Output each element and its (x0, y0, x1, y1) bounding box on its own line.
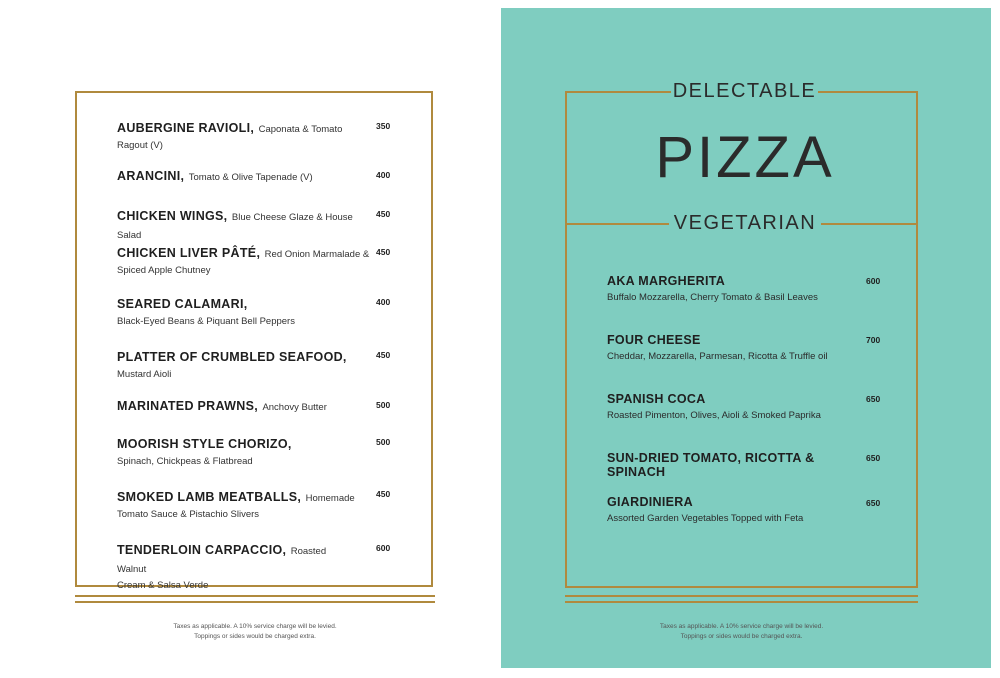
menu-item-name: MARINATED PRAWNS, (117, 399, 258, 413)
right-frame-right-side (916, 91, 918, 588)
menu-item-name: CHICKEN LIVER PÂTÉ, (117, 246, 261, 260)
footnote-line: Toppings or sides would be charged extra. (194, 633, 316, 640)
menu-item-name: CHICKEN WINGS, (117, 209, 228, 223)
pizza-item (607, 333, 887, 362)
right-subheading-left-rule (567, 223, 669, 225)
menu-item-price: 400 (376, 170, 391, 180)
menu-item-name: SMOKED LAMB MEATBALLS, (117, 490, 302, 504)
menu-item-price: 350 (376, 121, 391, 131)
menu-item-price: 400 (376, 297, 391, 307)
menu-item-desc-line2: Spiced Apple Chutney (117, 265, 211, 276)
menu-item-desc-line2: Tomato Sauce & Pistachio Slivers (117, 509, 260, 520)
pizza-item-desc: Cheddar, Mozzarella, Parmesan, Ricotta & Truffle oil (607, 351, 828, 362)
pizza-item (607, 392, 887, 421)
right-frame-top-right-segment (818, 91, 918, 93)
heading-vegetarian: VEGETARIAN (673, 212, 817, 234)
menu-item-name: PLATTER OF CRUMBLED SEAFOOD, (117, 350, 347, 364)
pizza-item-desc: Buffalo Mozzarella, Cherry Tomato & Basil Leaves (607, 292, 818, 303)
menu-item (117, 397, 407, 415)
pizza-item-price: 600 (866, 276, 881, 286)
menu-item-desc: Blue Cheese Glaze & House Salad (117, 212, 353, 241)
menu-item (117, 541, 357, 591)
menu-item (117, 435, 407, 467)
heading-pizza: PIZZA (655, 125, 835, 190)
right-footnote (565, 622, 918, 642)
menu-item-desc: Roasted Walnut (117, 546, 327, 575)
pizza-item-price: 650 (866, 453, 881, 463)
menu-item-desc: Tomato & Olive Tapenade (V) (188, 172, 313, 183)
menu-item-desc: Caponata & Tomato (258, 124, 343, 135)
left-double-rule-bottom (75, 601, 435, 603)
menu-item-desc-line2: Ragout (V) (117, 140, 163, 151)
left-footnote (75, 622, 435, 642)
pizza-item-name: SUN-DRIED TOMATO, RICOTTA & SPINACH (607, 451, 815, 479)
menu-item (117, 207, 377, 243)
menu-item-desc: Homemade (305, 493, 355, 504)
menu-item-price: 450 (376, 489, 391, 499)
menu-item-desc: Anchovy Butter (262, 402, 327, 413)
heading-delectable: DELECTABLE (672, 80, 817, 102)
pizza-item-price: 650 (866, 394, 881, 404)
menu-item (117, 167, 407, 185)
pizza-item-price: 700 (866, 335, 881, 345)
menu-item-name: SEARED CALAMARI, (117, 297, 248, 311)
menu-item-price: 600 (376, 543, 391, 553)
menu-item-desc-line2: Mustard Aioli (117, 369, 172, 380)
menu-item-price: 450 (376, 350, 391, 360)
right-frame-top-left-segment (565, 91, 671, 93)
pizza-item (607, 274, 887, 303)
menu-item (117, 119, 407, 151)
menu-item-desc-line2: Spinach, Chickpeas & Flatbread (117, 456, 253, 467)
menu-item (117, 348, 407, 380)
right-double-rule-bottom (565, 601, 918, 603)
menu-item-name: AUBERGINE RAVIOLI, (117, 121, 255, 135)
pizza-item-name: GIARDINIERA (607, 495, 693, 509)
pizza-item-name: AKA MARGHERITA (607, 274, 726, 288)
menu-item-desc-line2: Black-Eyed Beans & Piquant Bell Peppers (117, 316, 295, 327)
right-subheading-right-rule (821, 223, 916, 225)
left-double-rule-top (75, 595, 435, 597)
menu-item-price: 450 (376, 209, 391, 219)
footnote-line: Toppings or sides would be charged extra. (680, 633, 803, 640)
pizza-item (607, 495, 887, 524)
menu-item-name: ARANCINI, (117, 169, 185, 183)
menu-item-desc: Red Onion Marmalade & (264, 249, 370, 260)
menu-item (117, 244, 407, 276)
menu-item (117, 295, 407, 327)
pizza-item-desc: Assorted Garden Vegetables Topped with Feta (607, 513, 804, 524)
footnote-line: Taxes as applicable. A 10% service charge will be levied. (173, 623, 337, 630)
right-double-rule-top (565, 595, 918, 597)
menu-item-name: TENDERLOIN CARPACCIO, (117, 543, 287, 557)
right-frame-bottom (565, 586, 918, 588)
pizza-item-name: SPANISH COCA (607, 392, 706, 406)
menu-item-desc-line2: Cream & Salsa Verde (117, 580, 209, 591)
menu-item-price: 500 (376, 400, 391, 410)
pizza-item-price: 650 (866, 498, 881, 508)
menu-item (117, 488, 407, 520)
menu-item-price: 450 (376, 247, 391, 257)
pizza-item (607, 451, 867, 479)
menu-item-price: 500 (376, 437, 391, 447)
menu-item-name: MOORISH STYLE CHORIZO, (117, 437, 292, 451)
footnote-line: Taxes as applicable. A 10% service charge will be levied. (659, 623, 824, 630)
pizza-item-desc: Roasted Pimenton, Olives, Aioli & Smoked Paprika (607, 410, 821, 421)
right-frame-left-side (565, 91, 567, 588)
pizza-item-name: FOUR CHEESE (607, 333, 701, 347)
